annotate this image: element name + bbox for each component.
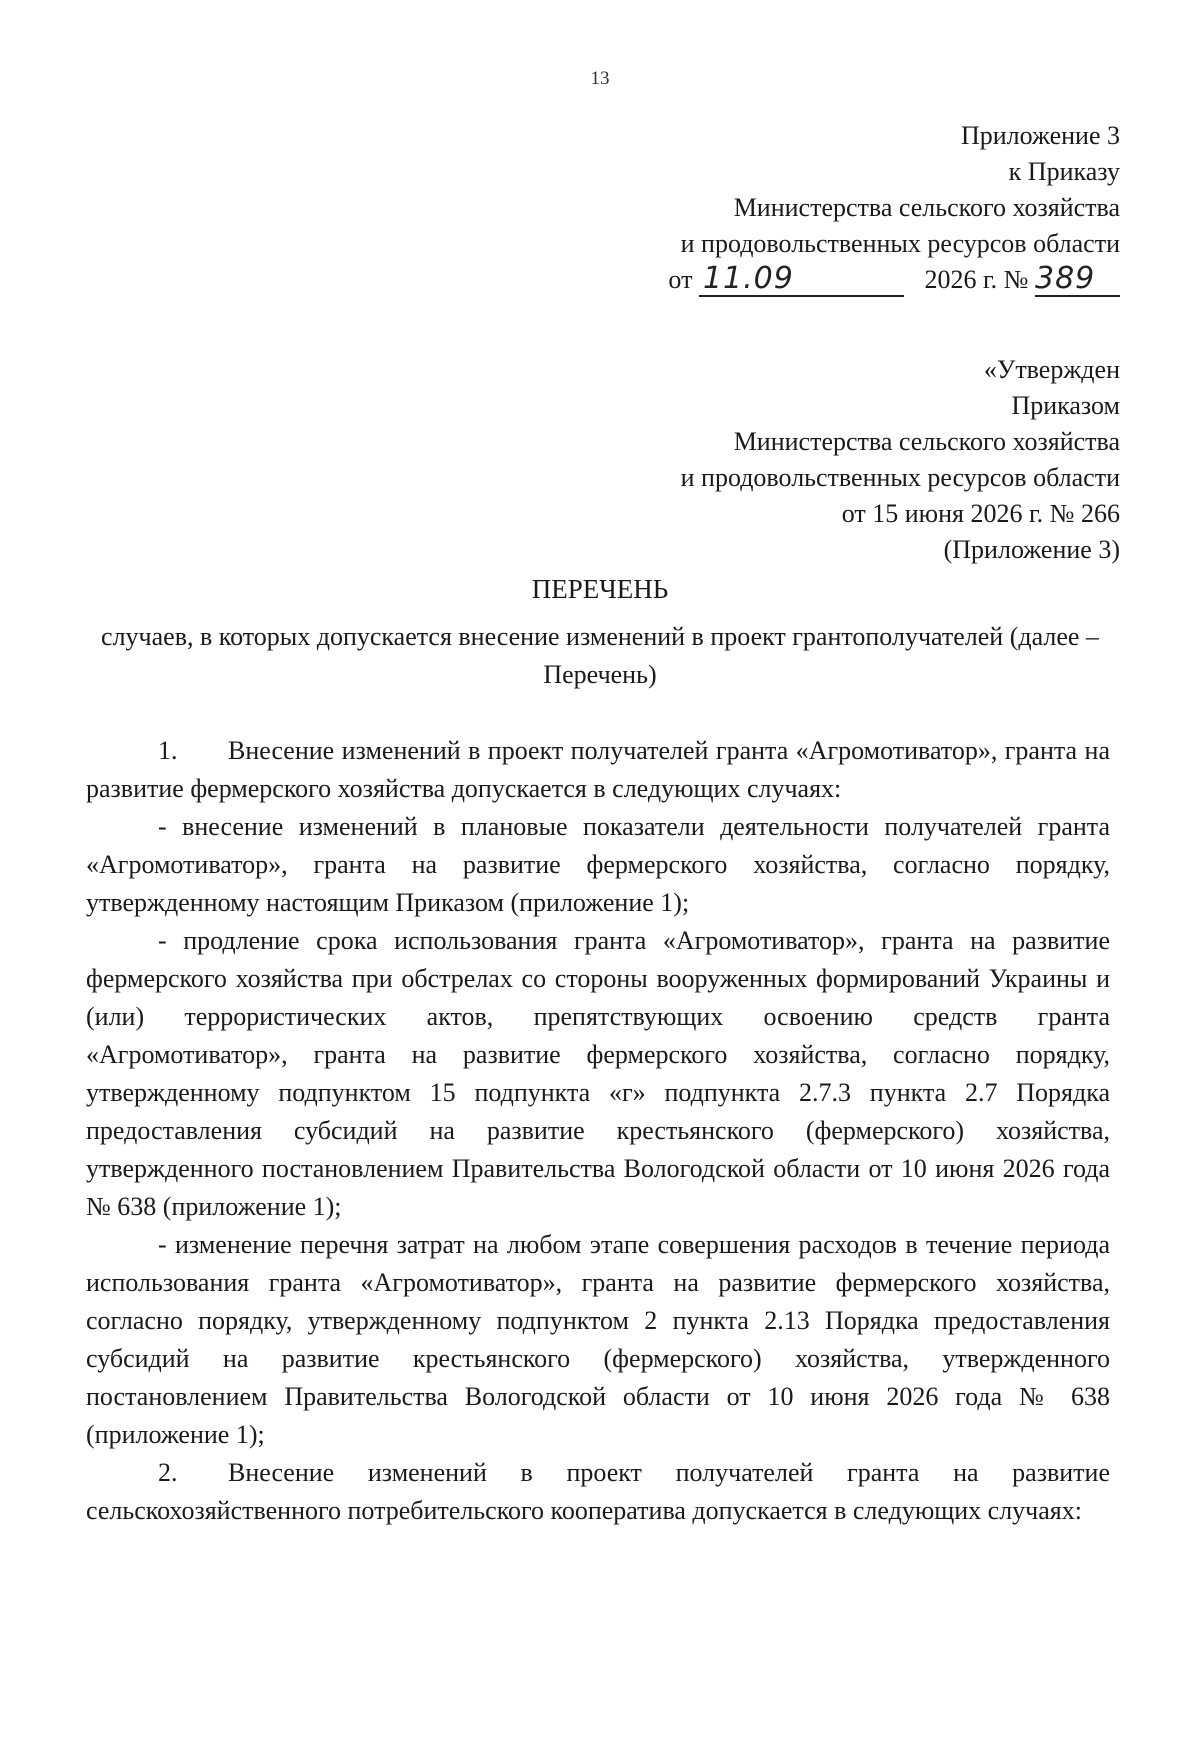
approved-line: от 15 июня 2026 г. № 266 bbox=[841, 499, 1120, 528]
document-body bbox=[86, 732, 1110, 1530]
handwritten-date: 11.09 bbox=[702, 261, 794, 296]
date-fill-line bbox=[699, 261, 904, 297]
order-date-line bbox=[668, 262, 1120, 298]
document-subtitle: случаев, в которых допускается внесение изменений в проект грантополучателей (далее – Перечень) bbox=[101, 622, 1099, 689]
paragraph-bullet bbox=[86, 922, 1110, 1226]
annex-line: Министерства сельского хозяйства bbox=[733, 193, 1120, 222]
item-number: 2. bbox=[158, 1458, 178, 1487]
paragraph-text: Внесение изменений в проект получателей гранта «Агромотиватор», гранта на развитие фермерского хозяйства допускается в следующих случаях: bbox=[86, 736, 1110, 803]
approved-line: (Приложение 3) bbox=[943, 535, 1120, 564]
approved-line: «Утвержден bbox=[983, 355, 1120, 384]
approved-line: и продовольственных ресурсов области bbox=[680, 463, 1120, 492]
paragraph-item-2 bbox=[86, 1454, 1110, 1530]
page-number: 13 bbox=[590, 68, 610, 89]
paragraph-bullet bbox=[86, 808, 1110, 922]
paragraph-text: Внесение изменений в проект получателей гранта на развитие сельскохозяйственного потребительского кооператива допускается в следующих случаях: bbox=[86, 1458, 1110, 1525]
year-text: 2026 г. № bbox=[924, 265, 1029, 294]
annex-line: к Приказу bbox=[1008, 157, 1120, 186]
number-fill-line bbox=[1035, 261, 1120, 297]
paragraph-bullet bbox=[86, 1226, 1110, 1454]
item-number: 1. bbox=[158, 736, 178, 765]
paragraph-item-1 bbox=[86, 732, 1110, 808]
annex-header bbox=[668, 118, 1120, 298]
handwritten-number: 389 bbox=[1035, 261, 1096, 296]
approved-line: Министерства сельского хозяйства bbox=[733, 427, 1120, 456]
paragraph-text: - продление срока использования гранта «Агромотиватор», гранта на развитие фермерского хозяйства при обстрелах со стороны вооруженных формирований Украины и (или) террористических актов, препятствующих освоению средств гранта «Агромотиватор», гранта на развитие фермерского хозяйства, согласно порядку, утвержденному подпунктом 15 подпункта «г» подпункта 2.7.3 пункта 2.7 Порядка предоставления субсидий на развитие крестьянского (фермерского) хозяйства, утвержденного постановлением Правительства Вологодской области от 10 июня 2026 года № 638 (приложение 1); bbox=[86, 926, 1110, 1221]
date-prefix: от bbox=[668, 265, 693, 294]
annex-line: и продовольственных ресурсов области bbox=[680, 229, 1120, 258]
paragraph-text: - изменение перечня затрат на любом этапе совершения расходов в течение периода использования гранта «Агромотиватор», гранта на развитие фермерского хозяйства, согласно порядку, утвержденному подпунктом 2 пункта 2.13 Порядка предоставления субсидий на развитие крестьянского (фермерского) хозяйства, утвержденного постановлением Правительства Вологодской области от 10 июня 2026 года № 638 (приложение 1); bbox=[86, 1230, 1110, 1449]
paragraph-text: - внесение изменений в плановые показатели деятельности получателей гранта «Агромотиватор», гранта на развитие фермерского хозяйства, согласно порядку, утвержденному настоящим Приказом (приложение 1); bbox=[86, 812, 1110, 917]
document-title: ПЕРЕЧЕНЬ bbox=[531, 574, 669, 604]
approved-line: Приказом bbox=[1011, 391, 1120, 420]
approval-stamp-block bbox=[681, 352, 1120, 568]
annex-line: Приложение 3 bbox=[960, 121, 1120, 150]
